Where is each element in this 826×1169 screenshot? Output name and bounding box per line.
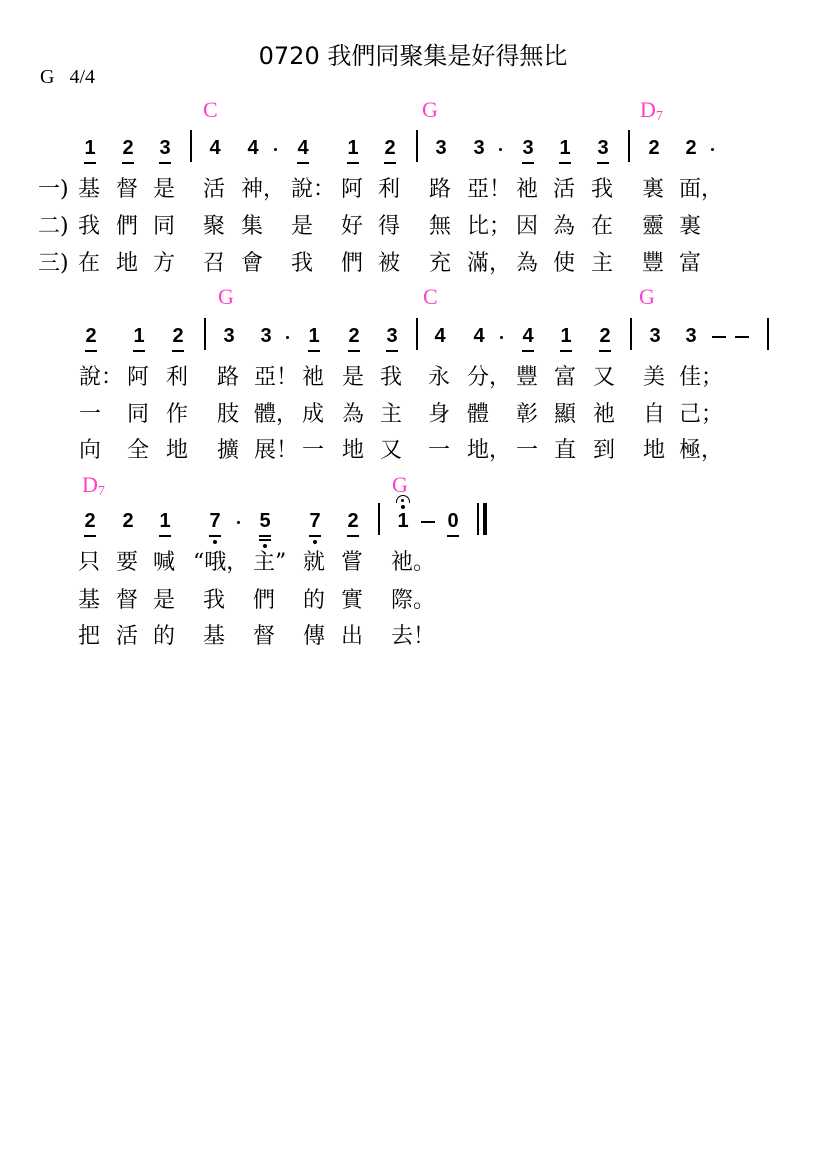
fermata-icon xyxy=(396,495,410,503)
note xyxy=(469,136,489,160)
extension-dash xyxy=(421,521,435,523)
note-number: 2 xyxy=(122,510,134,532)
note xyxy=(431,136,451,160)
lyric-syllable: 阿 xyxy=(341,177,364,202)
underline xyxy=(172,350,184,352)
lyric-syllable: 就 xyxy=(303,550,326,575)
note-number: 3 xyxy=(522,137,534,159)
note xyxy=(518,136,538,160)
chord-root: C xyxy=(203,97,218,122)
lyric-syllable: “哦， xyxy=(193,550,249,575)
lyric-syllable: 又 xyxy=(380,438,403,463)
note xyxy=(343,509,363,533)
note-number: 1 xyxy=(397,510,409,532)
lyric-syllable: 只 xyxy=(78,550,101,575)
chord-root: C xyxy=(423,284,438,309)
chord-root: G xyxy=(639,284,655,309)
lyric-syllable: 在 xyxy=(591,214,614,239)
lyric-syllable: 在 xyxy=(78,251,101,276)
lyric-syllable: 永 xyxy=(428,365,451,390)
note-number: 3 xyxy=(649,325,661,347)
chord-root: G xyxy=(422,97,438,122)
lyric-syllable: 實 xyxy=(341,588,364,613)
lyric-syllable: 一 xyxy=(79,402,102,427)
barline xyxy=(378,503,380,535)
note-number: 3 xyxy=(597,137,609,159)
note xyxy=(443,509,463,533)
lyric-syllable: 方 xyxy=(153,251,176,276)
underline-double xyxy=(259,539,271,541)
lyric-syllable: 我 xyxy=(291,251,314,276)
note-number: 4 xyxy=(247,137,259,159)
note-number: 2 xyxy=(685,137,697,159)
underline xyxy=(386,350,398,352)
note-number: 2 xyxy=(347,510,359,532)
barline xyxy=(416,130,418,162)
note-number: 4 xyxy=(473,325,485,347)
note xyxy=(593,136,613,160)
chord-symbol xyxy=(640,97,663,125)
lyric-syllable: 直 xyxy=(554,438,577,463)
note-number: 3 xyxy=(685,325,697,347)
underline xyxy=(159,162,171,164)
lyric-syllable: 的 xyxy=(303,588,326,613)
underline xyxy=(85,350,97,352)
note-number: 7 xyxy=(209,510,221,532)
underline xyxy=(384,162,396,164)
note xyxy=(168,324,188,348)
lyric-syllable: 阿 xyxy=(127,365,150,390)
lyric-syllable: 召 xyxy=(203,251,226,276)
lyric-syllable: 我 xyxy=(591,177,614,202)
lyric-syllable: 基 xyxy=(78,177,101,202)
lyric-syllable: 展！ xyxy=(254,438,299,463)
lyric-syllable: 裏 xyxy=(642,177,665,202)
note-number: 3 xyxy=(386,325,398,347)
note xyxy=(555,136,575,160)
lyric-syllable: 為 xyxy=(516,251,539,276)
lyric-syllable: 是 xyxy=(153,177,176,202)
lyric-syllable: 富 xyxy=(554,365,577,390)
note xyxy=(256,324,276,348)
barline xyxy=(204,318,206,350)
lyric-syllable: 到 xyxy=(593,438,616,463)
lyric-syllable: 佳； xyxy=(679,365,724,390)
note-number: 2 xyxy=(85,325,97,347)
note-number: 1 xyxy=(133,325,145,347)
augmentation-dot xyxy=(273,136,279,139)
lyric-syllable: 活 xyxy=(203,177,226,202)
lyric-syllable: 美 xyxy=(643,365,666,390)
lyric-syllable: 同 xyxy=(153,214,176,239)
lyric-syllable: 體， xyxy=(254,402,299,427)
note xyxy=(155,509,175,533)
note-number: 4 xyxy=(434,325,446,347)
note-number: 1 xyxy=(559,137,571,159)
lyric-syllable: 又 xyxy=(593,365,616,390)
augmentation-dot xyxy=(710,136,716,139)
chord-root: G xyxy=(392,472,408,497)
final-barline-thin xyxy=(477,503,479,535)
note xyxy=(118,136,138,160)
note xyxy=(469,324,489,348)
low-octave-dot xyxy=(213,540,217,544)
lyric-syllable: 得 xyxy=(378,214,401,239)
lyric-syllable: 無 xyxy=(429,214,452,239)
lyric-syllable: 一 xyxy=(428,438,451,463)
lyric-syllable: 作 xyxy=(166,402,189,427)
lyric-syllable: 充 xyxy=(429,251,452,276)
lyric-syllable: 比； xyxy=(467,214,512,239)
note xyxy=(80,509,100,533)
note xyxy=(430,324,450,348)
note xyxy=(645,324,665,348)
lyric-syllable: 祂 xyxy=(302,365,325,390)
underline xyxy=(297,162,309,164)
chord-symbol xyxy=(82,472,105,500)
lyric-syllable: 說： xyxy=(291,177,336,202)
note-number: 2 xyxy=(599,325,611,347)
lyric-syllable: 神， xyxy=(241,177,286,202)
note xyxy=(205,509,225,533)
note-number: 1 xyxy=(560,325,572,347)
lyric-syllable: 喊 xyxy=(153,550,176,575)
lyric-syllable: 肢 xyxy=(217,402,240,427)
lyric-syllable: 傳 xyxy=(303,624,326,649)
lyric-syllable: 亞！ xyxy=(254,365,299,390)
chord-symbol xyxy=(423,284,438,310)
note xyxy=(305,509,325,533)
underline xyxy=(122,162,134,164)
note-number: 1 xyxy=(159,510,171,532)
barline xyxy=(416,318,418,350)
note xyxy=(304,324,324,348)
underline xyxy=(347,535,359,537)
low-octave-dot xyxy=(263,544,267,548)
lyric-syllable: 督 xyxy=(116,177,139,202)
note-number: 3 xyxy=(223,325,235,347)
lyric-syllable: 豐 xyxy=(516,365,539,390)
augmentation-dot xyxy=(498,136,504,139)
augmentation-dot xyxy=(236,509,242,512)
lyric-syllable: 督 xyxy=(253,624,276,649)
note-number: 7 xyxy=(309,510,321,532)
note xyxy=(293,136,313,160)
lyric-syllable: 主” xyxy=(253,550,287,575)
underline xyxy=(522,162,534,164)
underline xyxy=(309,535,321,537)
lyric-syllable: 富 xyxy=(679,251,702,276)
lyric-syllable: 把 xyxy=(78,624,101,649)
lyric-syllable: 是 xyxy=(153,588,176,613)
underline xyxy=(522,350,534,352)
lyric-syllable: 會 xyxy=(241,251,264,276)
verse-label: 三) xyxy=(38,251,69,276)
note xyxy=(118,509,138,533)
lyric-syllable: 同 xyxy=(127,402,150,427)
chord-root: G xyxy=(218,284,234,309)
lyric-syllable: 地 xyxy=(116,251,139,276)
lyric-syllable: 彰 xyxy=(516,402,539,427)
note xyxy=(393,509,413,533)
note xyxy=(343,136,363,160)
underline xyxy=(597,162,609,164)
lyric-syllable: 分， xyxy=(467,365,512,390)
lyric-syllable: 出 xyxy=(341,624,364,649)
augmentation-dot xyxy=(285,324,291,327)
chord-symbol xyxy=(422,97,438,123)
lyric-syllable: 地， xyxy=(467,438,512,463)
note xyxy=(556,324,576,348)
lyric-syllable: 裏 xyxy=(679,214,702,239)
final-barline-thick xyxy=(483,503,487,535)
note-number: 3 xyxy=(435,137,447,159)
underline xyxy=(259,535,271,537)
note-number: 1 xyxy=(347,137,359,159)
lyric-syllable: 聚 xyxy=(203,214,226,239)
note xyxy=(644,136,664,160)
lyric-syllable: 祂 xyxy=(516,177,539,202)
lyric-syllable: 嘗 xyxy=(341,550,364,575)
note-number: 1 xyxy=(84,137,96,159)
lyric-syllable: 際。 xyxy=(391,588,436,613)
lyric-syllable: 一 xyxy=(302,438,325,463)
chord-symbol xyxy=(218,284,234,310)
note xyxy=(255,509,275,533)
note xyxy=(681,136,701,160)
lyric-syllable: 主 xyxy=(380,402,403,427)
augmentation-dot xyxy=(499,324,505,327)
note xyxy=(81,324,101,348)
note-number: 2 xyxy=(384,137,396,159)
lyric-syllable: 說： xyxy=(79,365,124,390)
note xyxy=(382,324,402,348)
lyric-syllable: 活 xyxy=(116,624,139,649)
lyric-syllable: 體 xyxy=(467,402,490,427)
lyric-syllable: 們 xyxy=(341,251,364,276)
note-number: 3 xyxy=(260,325,272,347)
note xyxy=(219,324,239,348)
note-number: 2 xyxy=(648,137,660,159)
extension-dash xyxy=(712,336,726,338)
note xyxy=(518,324,538,348)
lyric-syllable: 成 xyxy=(302,402,325,427)
chord-symbol xyxy=(203,97,218,123)
lyric-syllable: 面， xyxy=(679,177,724,202)
underline xyxy=(159,535,171,537)
lyric-syllable: 是 xyxy=(342,365,365,390)
note xyxy=(155,136,175,160)
lyric-syllable: 我 xyxy=(78,214,101,239)
high-octave-dot xyxy=(401,505,405,509)
lyric-syllable: 使 xyxy=(553,251,576,276)
lyric-syllable: 地 xyxy=(643,438,666,463)
lyric-syllable: 集 xyxy=(241,214,264,239)
lyric-syllable: 的 xyxy=(153,624,176,649)
note xyxy=(380,136,400,160)
lyric-syllable: 要 xyxy=(116,550,139,575)
underline xyxy=(599,350,611,352)
underline xyxy=(133,350,145,352)
lyric-syllable: 基 xyxy=(78,588,101,613)
lyric-syllable: 為 xyxy=(553,214,576,239)
chord-root: D xyxy=(640,97,656,122)
note xyxy=(205,136,225,160)
chord-root: D xyxy=(82,472,98,497)
chord-symbol xyxy=(392,472,408,498)
barline xyxy=(767,318,769,350)
underline xyxy=(84,162,96,164)
song-title: 0720 我們同聚集是好得無比 xyxy=(258,42,568,70)
underline xyxy=(84,535,96,537)
lyric-syllable: 利 xyxy=(378,177,401,202)
note-number: 4 xyxy=(209,137,221,159)
note-number: 4 xyxy=(522,325,534,347)
barline xyxy=(190,130,192,162)
note-number: 3 xyxy=(159,137,171,159)
lyric-syllable: 基 xyxy=(203,624,226,649)
note xyxy=(344,324,364,348)
lyric-syllable: 己； xyxy=(679,402,724,427)
lyric-syllable: 身 xyxy=(428,402,451,427)
chord-extension: 7 xyxy=(97,484,105,499)
barline xyxy=(628,130,630,162)
lyric-syllable: 祂 xyxy=(593,402,616,427)
lyric-syllable: 路 xyxy=(217,365,240,390)
lyric-syllable: 地 xyxy=(166,438,189,463)
lyric-syllable: 顯 xyxy=(554,402,577,427)
verse-label: 一) xyxy=(38,177,69,202)
lyric-syllable: 督 xyxy=(116,588,139,613)
barline xyxy=(630,318,632,350)
underline xyxy=(308,350,320,352)
lyric-syllable: 被 xyxy=(378,251,401,276)
lyric-syllable: 好 xyxy=(341,214,364,239)
underline xyxy=(348,350,360,352)
chord-extension: 7 xyxy=(655,109,663,124)
note-number: 2 xyxy=(348,325,360,347)
lyric-syllable: 滿， xyxy=(467,251,512,276)
note-number: 2 xyxy=(122,137,134,159)
verse-label: 二) xyxy=(38,214,69,239)
underline xyxy=(559,162,571,164)
lyric-syllable: 因 xyxy=(516,214,539,239)
lyric-syllable: 豐 xyxy=(642,251,665,276)
lyric-syllable: 是 xyxy=(291,214,314,239)
note-number: 2 xyxy=(172,325,184,347)
lyric-syllable: 擴 xyxy=(217,438,240,463)
lyric-syllable: 們 xyxy=(116,214,139,239)
lyric-syllable: 去！ xyxy=(391,624,436,649)
lyric-syllable: 向 xyxy=(79,438,102,463)
note xyxy=(681,324,701,348)
note-number: 2 xyxy=(84,510,96,532)
note-number: 1 xyxy=(308,325,320,347)
lyric-syllable: 地 xyxy=(342,438,365,463)
underline xyxy=(209,535,221,537)
underline xyxy=(560,350,572,352)
extension-dash xyxy=(735,336,749,338)
note-number: 5 xyxy=(259,510,271,532)
lyric-syllable: 們 xyxy=(253,588,276,613)
key-time-signature: G 4/4 xyxy=(40,66,95,88)
lyric-syllable: 一 xyxy=(516,438,539,463)
note xyxy=(129,324,149,348)
note-number: 0 xyxy=(447,510,459,532)
low-octave-dot xyxy=(313,540,317,544)
chord-symbol xyxy=(639,284,655,310)
lyric-syllable: 我 xyxy=(380,365,403,390)
lyric-syllable: 極， xyxy=(679,438,724,463)
lyric-syllable: 全 xyxy=(127,438,150,463)
lyric-syllable: 亞！ xyxy=(467,177,512,202)
lyric-syllable: 活 xyxy=(553,177,576,202)
note xyxy=(595,324,615,348)
note-number: 4 xyxy=(297,137,309,159)
underline xyxy=(347,162,359,164)
lyric-syllable: 靈 xyxy=(642,214,665,239)
note-number: 3 xyxy=(473,137,485,159)
lyric-syllable: 我 xyxy=(203,588,226,613)
lyric-syllable: 利 xyxy=(166,365,189,390)
note xyxy=(243,136,263,160)
lyric-syllable: 自 xyxy=(643,402,666,427)
lyric-syllable: 為 xyxy=(342,402,365,427)
note xyxy=(80,136,100,160)
lyric-syllable: 主 xyxy=(591,251,614,276)
lyric-syllable: 路 xyxy=(429,177,452,202)
underline xyxy=(447,535,459,537)
lyric-syllable: 祂。 xyxy=(391,550,436,575)
